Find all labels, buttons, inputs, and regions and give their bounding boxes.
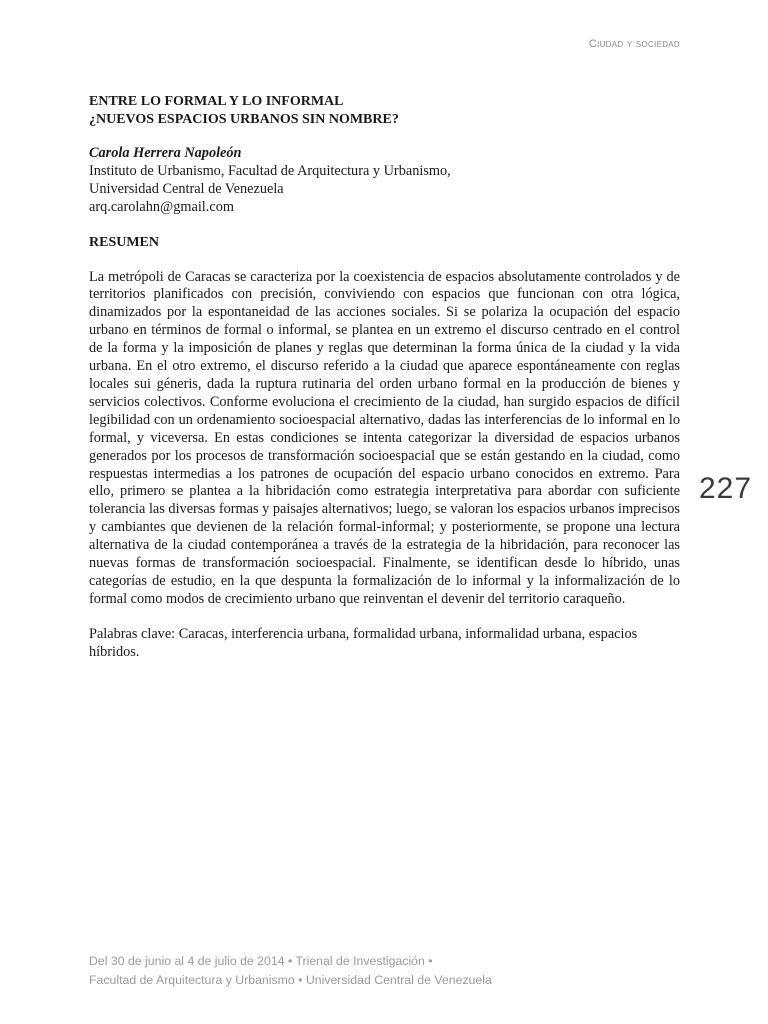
page-number: 227: [699, 472, 753, 505]
author-email: arq.carolahn@gmail.com: [89, 198, 234, 215]
article-title-line-1: ENTRE LO FORMAL Y LO INFORMAL: [89, 94, 344, 109]
footer-line-2: Facultad de Arquitectura y Urbanismo • Universidad Central de Venezuela: [89, 973, 492, 987]
footer: [89, 952, 492, 990]
abstract-text: La metrópoli de Caracas se caracteriza por la coexistencia de espacios absolutamente controlados y de territorios planificados con precisión, conviviendo con espacios que funcionan con otra lógica, dinamizados por la espontaneidad de las acciones sociales. Si se polariza la ocupación del espacio urbano en términos de formal o informal, se plantea en un extremo el discurso centrado en el control de la forma y la imposición de planes y reglas que determinan la forma única de la ciudad y la vida urbana. En el otro extremo, el discurso referido a la ciudad que aparece espontáneamente con reglas locales sui géneris, dada la ruptura rutinaria del orden urbano formal en la producción de bienes y servicios colectivos. Conforme evoluciona el crecimiento de la ciudad, han surgido espacios de difícil legibilidad con un ordenamiento socioespacial alternativo, dadas las interferencias de lo informal en lo formal, y viceversa. En estas condiciones se intenta categorizar la diversidad de espacios urbanos generados por los procesos de transformación socioespacial que se están gestando en la ciudad, como respuestas intermedias a los patrones de ocupación del espacio urbano conocidos en extremo. Para ello, primero se plantea a la hibridación como estrategia interpretativa para abordar con suficiente tolerancia las diversas formas y paisajes alternativos; luego, se valoran los espacios urbanos imprecisos y cambiantes que devienen de la relación formal-informal; y posteriormente, se propone una lectura alternativa de la ciudad contemporánea a través de la estrategia de la hibridación, para reconocer las nuevas formas de transformación socioespacial. Finalmente, se identifican desde lo híbrido, unas categorías de estudio, en la que despunta la formalización de lo informal y la informalización de lo formal como modos de crecimiento urbano que reinventan el devenir del territorio caraqueño.: [89, 268, 680, 607]
author-name: Carola Herrera Napoleón: [89, 145, 242, 161]
abstract-heading: RESUMEN: [89, 234, 160, 250]
running-header: Ciudad y sociedad: [588, 38, 680, 50]
article-title: [89, 93, 680, 128]
article-body: [89, 93, 680, 676]
keywords: Palabras clave: Caracas, interferencia urbana, formalidad urbana, informalidad urbana, espacios híbridos.: [89, 625, 638, 660]
author-affiliation-line-1: Instituto de Urbanismo, Facultad de Arquitectura y Urbanismo,: [89, 162, 451, 179]
footer-line-1: Del 30 de junio al 4 de julio de 2014 • Trienal de Investigación •: [89, 954, 433, 968]
author-block: [89, 145, 680, 217]
author-affiliation-line-2: Universidad Central de Venezuela: [89, 180, 284, 197]
article-title-line-2: ¿NUEVOS ESPACIOS URBANOS SIN NOMBRE?: [89, 111, 399, 127]
